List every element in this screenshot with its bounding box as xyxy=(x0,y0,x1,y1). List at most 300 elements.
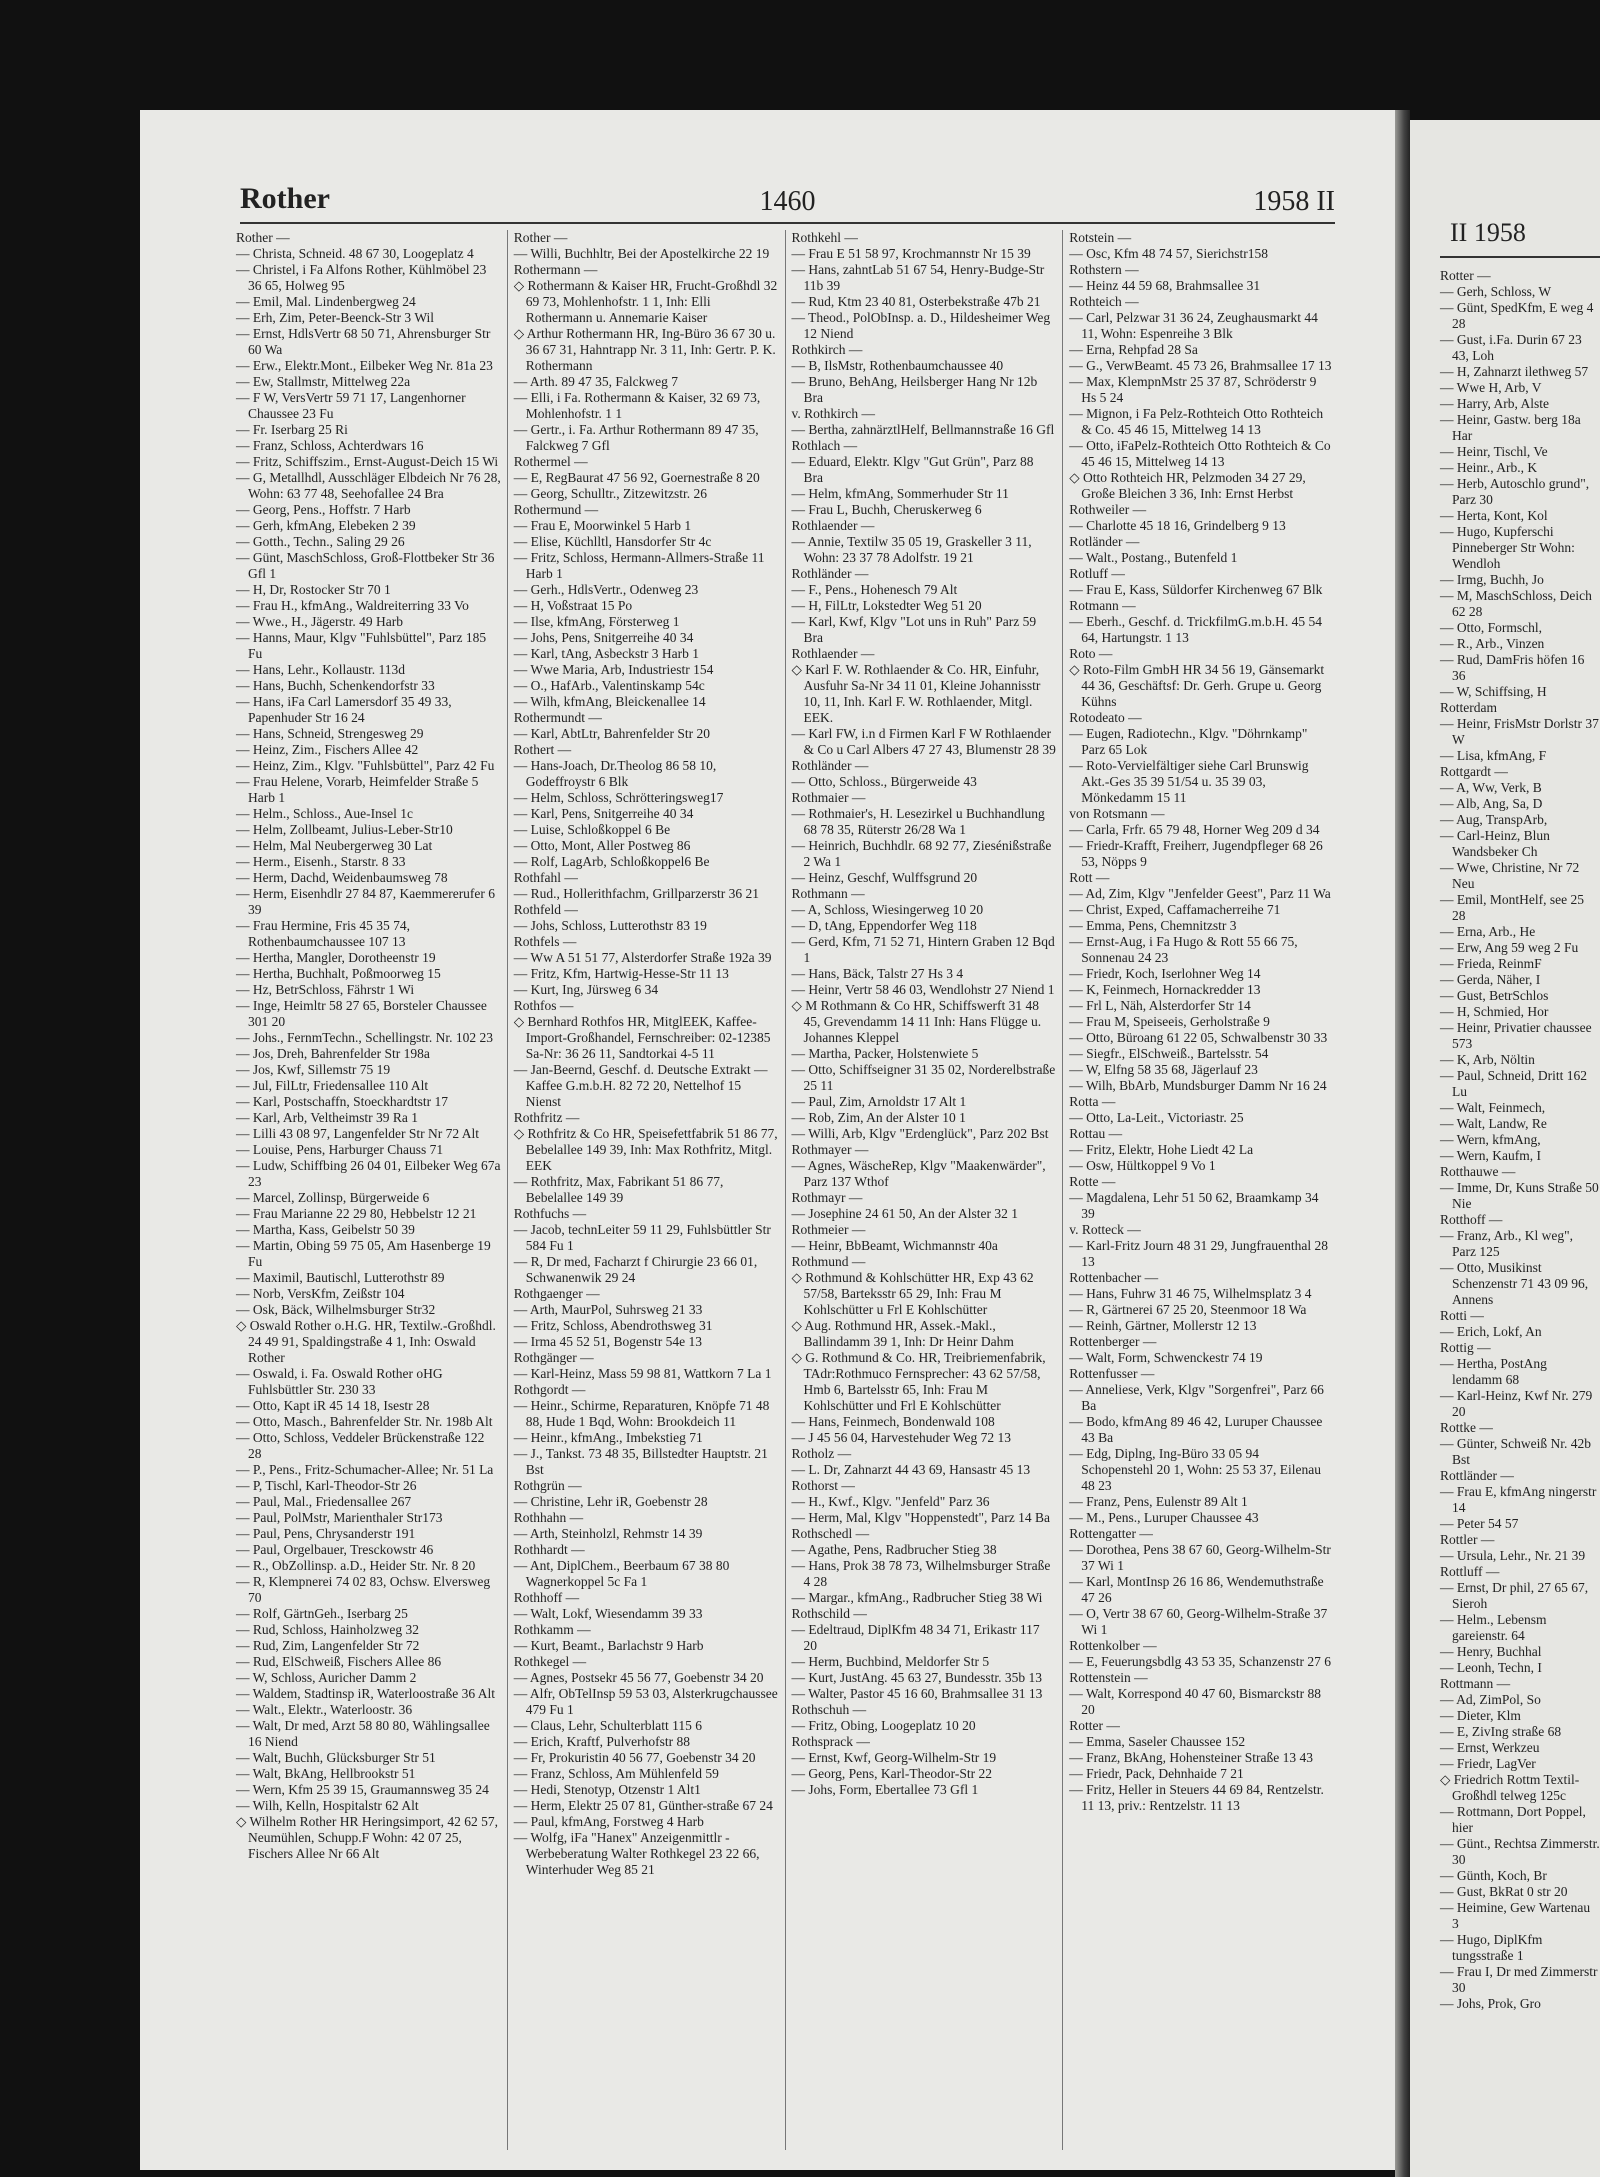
column-head: Rother — xyxy=(513,230,568,245)
directory-entry: — Kurt, Ing, Jürsweg 6 34 xyxy=(513,982,659,997)
directory-entry: Rothgänger — xyxy=(513,1350,594,1365)
directory-entry: — Edg, Diplng, Ing-Büro 33 05 94 Schopenstehl 20 1, Wohn: 25 53 37, Eilenau 48 23 xyxy=(1069,1446,1322,1493)
directory-entry: — Hans, iFa Carl Lamersdorf 35 49 33, Papenhuder Str 16 24 xyxy=(236,694,452,725)
directory-entry: Rotter — xyxy=(1069,1718,1120,1733)
header-rule xyxy=(240,222,1335,224)
directory-entry: — Karl, AbtLtr, Bahrenfelder Str 20 xyxy=(513,726,711,741)
directory-entry: — Rottmann, Dort Poppel, hier xyxy=(1440,1804,1586,1835)
directory-entry: — M, MaschSchloss, Deich 62 28 xyxy=(1440,588,1592,619)
directory-entry: — Paul, kfmAng, Forstweg 4 Harb xyxy=(513,1814,704,1829)
directory-entry: — Jos, Dreh, Bahrenfelder Str 198a xyxy=(236,1046,430,1061)
directory-entry: — Rob, Zim, An der Alster 10 1 xyxy=(791,1110,966,1125)
directory-entry: Rothschuh — xyxy=(791,1702,867,1717)
directory-entry: — Georg, Pens., Hoffstr. 7 Harb xyxy=(236,502,411,517)
directory-entry: — Hans-Joach, Dr.Theolog 86 58 10, Godeffroystr 6 Blk xyxy=(513,758,717,789)
directory-entry: — Günt, MaschSchloss, Groß-Flottbeker Str 36 Gfl 1 xyxy=(236,550,495,581)
directory-entry: — L. Dr, Zahnarzt 44 43 69, Hansastr 45 13 xyxy=(791,1462,1031,1477)
directory-entry: — Imme, Dr, Kuns Straße 50 Nie xyxy=(1440,1180,1599,1211)
directory-entry: — Johs, Prok, Gro xyxy=(1440,1996,1541,2011)
directory-entry: Rotluff — xyxy=(1069,566,1125,581)
directory-entry: — Eugen, Radiotechn., Klgv. "Döhrnkamp" Parz 65 Lok xyxy=(1069,726,1308,757)
directory-entry: — Eduard, Elektr. Klgv "Gut Grün", Parz 88 Bra xyxy=(791,454,1034,485)
directory-entry: — Johs, Schloss, Lutterothstr 83 19 xyxy=(513,918,707,933)
directory-entry: — Heinr, Gastw. berg 18a Har xyxy=(1440,412,1581,443)
directory-entry: — Dieter, Klm xyxy=(1440,1708,1521,1723)
directory-entry: — Frau Marianne 22 29 80, Hebbelstr 12 21 xyxy=(236,1206,477,1221)
directory-entry: Rothkirch — xyxy=(791,342,863,357)
directory-entry: — Frau H., kfmAng., Waldreiterring 33 Vo xyxy=(236,598,469,613)
directory-entry: — O., HafArb., Valentinskamp 54c xyxy=(513,678,705,693)
directory-entry: Rotti — xyxy=(1440,1308,1484,1323)
directory-entry: Rothschedl — xyxy=(791,1526,870,1541)
directory-entry: — Erw, Ang 59 weg 2 Fu xyxy=(1440,940,1579,955)
directory-entry: Rothländer — xyxy=(791,758,869,773)
directory-entry: Rothhoff — xyxy=(513,1590,580,1605)
directory-entry: Rothkegel — xyxy=(513,1654,587,1669)
directory-entry: — Heinr, BbBeamt, Wichmannstr 40a xyxy=(791,1238,998,1253)
directory-entry: — Eberh., Geschf. d. TrickfilmG.m.b.H. 45 54 64, Hartungstr. 1 13 xyxy=(1069,614,1322,645)
directory-entry: — Hedi, Stenotyp, Otzenstr 1 Alt1 xyxy=(513,1782,701,1797)
directory-entry: Rothgrün — xyxy=(513,1478,582,1493)
directory-entry: — Kurt, JustAng. 45 63 27, Bundesstr. 35b 13 xyxy=(791,1670,1043,1685)
directory-entry: — Gertr., i. Fa. Arthur Rothermann 89 47 35, Falckweg 7 Gfl xyxy=(513,422,759,453)
directory-entry: — Wolfg, iFa "Hanex" Anzeigenmittlr - Werbeberatung Walter Rothkegel 23 22 66, Winterhuder Weg 85 21 xyxy=(513,1830,760,1877)
directory-entry: — Jacob, technLeiter 59 11 29, Fuhlsbüttler Str 584 Fu 1 xyxy=(513,1222,771,1253)
directory-entry: — Helm, Mal Neubergerweg 30 Lat xyxy=(236,838,433,853)
directory-entry: — M., Pens., Luruper Chaussee 43 xyxy=(1069,1510,1259,1525)
directory-entry: — Walt, Buchh, Glücksburger Str 51 xyxy=(236,1750,436,1765)
directory-entry: Rothorst — xyxy=(791,1478,855,1493)
directory-entry: Rotholz — xyxy=(791,1446,852,1461)
directory-entry: — Otto, Mont, Aller Postweg 86 xyxy=(513,838,691,853)
directory-entry: — Osk, Bäck, Wilhelmsburger Str32 xyxy=(236,1302,436,1317)
directory-entry: — Hans, Feinmech, Bondenwald 108 xyxy=(791,1414,995,1429)
year-volume: 1958 II xyxy=(1253,186,1335,217)
directory-entry: — Arth. 89 47 35, Falckweg 7 xyxy=(513,374,678,389)
directory-entry: — K, Arb, Nöltin xyxy=(1440,1052,1535,1067)
directory-entry: — Jan-Beernd, Geschf. d. Deutsche Extrakt — Kaffee G.m.b.H. 82 72 20, Nettelhof 15 Nienst xyxy=(513,1062,768,1109)
column-3 xyxy=(786,230,1064,2150)
directory-entry: — Hans, Schneid, Strengesweg 29 xyxy=(236,726,424,741)
directory-entry: — Hugo, Kupferschi Pinneberger Str Wohn: Wendloh xyxy=(1440,524,1575,571)
directory-entry: — Edeltraud, DiplKfm 48 34 71, Erikastr 117 20 xyxy=(791,1622,1040,1653)
directory-entry: — Alfr, ObTelInsp 59 53 03, Alsterkrugchaussee 479 Fu 1 xyxy=(513,1686,778,1717)
directory-entry: Rothgordt — xyxy=(513,1382,586,1397)
directory-entry: Rothert — xyxy=(513,742,572,757)
page-header xyxy=(240,182,1335,222)
directory-entry: Rothfels — xyxy=(513,934,577,949)
directory-entry: ◇ Arthur Rothermann HR, Ing-Büro 36 67 30 u. 36 67 31, Hahntrapp Nr. 3 11, Inh: Gertr. P. K. Rothermann xyxy=(513,326,776,373)
running-name: Rother xyxy=(240,182,330,215)
directory-entry: — Ursula, Lehr., Nr. 21 39 xyxy=(1440,1548,1586,1563)
directory-entry: — Emil, MontHelf, see 25 28 xyxy=(1440,892,1584,923)
directory-entry: — Erna, Arb., He xyxy=(1440,924,1536,939)
directory-entry: Rotter — xyxy=(1440,268,1491,283)
directory-entry: — P., Pens., Fritz-Schumacher-Allee; Nr. 51 La xyxy=(236,1462,494,1477)
directory-entry: — Waldem, Stadtinsp iR, Waterloostraße 36 Alt xyxy=(236,1686,496,1701)
directory-entry: — Irmg, Buchh, Jo xyxy=(1440,572,1544,587)
directory-entry: — Dorothea, Pens 38 67 60, Georg-Wilhelm-Str 37 Wi 1 xyxy=(1069,1542,1331,1573)
directory-entry: — Heinrich, Buchhdlr. 68 92 77, Ziesénißstraße 2 Wa 1 xyxy=(791,838,1052,869)
directory-entry: — Gust, BetrSchlos xyxy=(1440,988,1549,1003)
directory-entry: — Erna, Rehpfad 28 Sa xyxy=(1069,342,1198,357)
directory-entry: — Ludw, Schiffbing 26 04 01, Eilbeker Weg 67a 23 xyxy=(236,1158,501,1189)
directory-entry: — Karl-Heinz, Mass 59 98 81, Wattkorn 7 La 1 xyxy=(513,1366,772,1381)
directory-entry: Rottluff — xyxy=(1440,1564,1500,1579)
directory-entry: — Herb, Autoschlo grund", Parz 30 xyxy=(1440,476,1590,507)
directory-entry: — Hans, zahntLab 51 67 54, Henry-Budge-Str 11b 39 xyxy=(791,262,1045,293)
directory-entry: — Gerh, Schloss, W xyxy=(1440,284,1552,299)
directory-entry: — Fritz, Schloss, Abendrothsweg 31 xyxy=(513,1318,713,1333)
directory-entry: — W, Schiffsing, H xyxy=(1440,684,1547,699)
directory-entry: — Max, KlempnMstr 25 37 87, Schröderstr 9 Hs 5 24 xyxy=(1069,374,1317,405)
directory-entry: — Wilh, kfmAng, Bleickenallee 14 xyxy=(513,694,706,709)
directory-entry: — R., ObZollinsp. a.D., Heider Str. Nr. 8 20 xyxy=(236,1558,476,1573)
directory-entry: — E, Feuerungsbdlg 43 53 35, Schanzenstr 27 6 xyxy=(1069,1654,1331,1669)
directory-entry: Rothermundt — xyxy=(513,710,602,725)
directory-entry: — Otto, Kapt iR 45 14 18, Isestr 28 xyxy=(236,1398,430,1413)
directory-entry: — Erw., Elektr.Mont., Eilbeker Weg Nr. 81a 23 xyxy=(236,358,493,373)
column-2 xyxy=(508,230,786,2150)
directory-entry: Rothschild — xyxy=(791,1606,867,1621)
directory-entry: — Rud, DamFris höfen 16 36 xyxy=(1440,652,1585,683)
directory-entry: — B, IlsMstr, Rothenbaumchaussee 40 xyxy=(791,358,1004,373)
directory-entry: — Paul, Zim, Arnoldstr 17 Alt 1 xyxy=(791,1094,967,1109)
directory-entry: — Carl, Pelzwar 31 36 24, Zeughausmarkt 44 11, Wohn: Espenreihe 3 Blk xyxy=(1069,310,1318,341)
directory-entry: — Franz, Pens, Eulenstr 89 Alt 1 xyxy=(1069,1494,1248,1509)
directory-entry: ◇ Wilhelm Rother HR Heringsimport, 42 62 57, Neumühlen, Schupp.F Wohn: 42 07 25, Fischers Allee Nr 66 Alt xyxy=(236,1814,498,1861)
directory-entry: — J., Tankst. 73 48 35, Billstedter Hauptstr. 21 Bst xyxy=(513,1446,768,1477)
directory-entry: ◇ Roto-Film GmbH HR 34 56 19, Gänsemarkt 44 36, Geschäftsf: Dr. Gerh. Grupe u. Georg Kühns xyxy=(1069,662,1325,709)
directory-entry: — Walt, Landw, Re xyxy=(1440,1116,1547,1131)
directory-entry: — Elise, Küchlltl, Hansdorfer Str 4c xyxy=(513,534,712,549)
directory-entry: Rottler — xyxy=(1440,1532,1495,1547)
directory-entry: — R, Gärtnerei 67 25 20, Steenmoor 18 Wa xyxy=(1069,1302,1307,1317)
directory-entry: — Fr. Iserbarg 25 Ri xyxy=(236,422,348,437)
directory-entry: Rothfuchs — xyxy=(513,1206,587,1221)
directory-entry: — Heinr, FrisMstr Dorlstr 37 W xyxy=(1440,716,1599,747)
directory-entry: ◇ M Rothmann & Co HR, Schiffswerft 31 48 45, Grevendamm 14 11 Inh: Hans Flügge u. Johannes Kleppel xyxy=(791,998,1042,1045)
directory-entry: — Emma, Saseler Chaussee 152 xyxy=(1069,1734,1246,1749)
directory-entry: — Helm., Schloss., Aue-Insel 1c xyxy=(236,806,413,821)
directory-entry: — Erich, Kraftf, Pulverhofstr 88 xyxy=(513,1734,690,1749)
directory-entry: — Hertha, PostAng lendamm 68 xyxy=(1440,1356,1547,1387)
directory-entry: — Frau E, kfmAng ningerstr 14 xyxy=(1440,1484,1597,1515)
directory-entry: — Hugo, DiplKfm tungsstraße 1 xyxy=(1440,1932,1543,1963)
directory-entry: — G., VerwBeamt. 45 73 26, Brahmsallee 17 13 xyxy=(1069,358,1332,373)
directory-entry: — Otto, La-Leit., Victoriastr. 25 xyxy=(1069,1110,1244,1125)
directory-entry: — W, Schloss, Auricher Damm 2 xyxy=(236,1670,417,1685)
directory-entry: — O, Vertr 38 67 60, Georg-Wilhelm-Straße 37 Wi 1 xyxy=(1069,1606,1328,1637)
directory-entry: — A, Schloss, Wiesingerweg 10 20 xyxy=(791,902,984,917)
directory-entry: — Ad, Zim, Klgv "Jenfelder Geest", Parz 11 Wa xyxy=(1069,886,1331,901)
page-number: 1460 xyxy=(759,186,816,217)
directory-entry: — Heinz, Geschf, Wulffsgrund 20 xyxy=(791,870,978,885)
directory-entry: Rothlaender — xyxy=(791,518,875,533)
directory-entry: — R., Arb., Vinzen xyxy=(1440,636,1545,651)
directory-entry: ◇ Rothmund & Kohlschütter HR, Exp 43 62 57/58, Barteksstr 65 29, Inh: Frau M Kohlschütter u Frl E Kohlschütter xyxy=(791,1270,1034,1317)
directory-entry: ◇ Oswald Rother o.H.G. HR, Textilw.-Großhdl. 24 49 91, Spaldingstraße 4 1, Inh: Oswald Rother xyxy=(236,1318,496,1365)
directory-entry: — Louise, Pens, Harburger Chauss 71 xyxy=(236,1142,444,1157)
directory-entry: — Otto, Formschl, xyxy=(1440,620,1543,635)
directory-entry: Rothermund — xyxy=(513,502,599,517)
directory-entry: — H, Schmied, Hor xyxy=(1440,1004,1549,1019)
directory-entry: — Gerda, Näher, I xyxy=(1440,972,1541,987)
next-page-fragment xyxy=(1410,120,1600,2177)
column-1 xyxy=(230,230,508,2150)
directory-entry: — Irma 45 52 51, Bogenstr 54e 13 xyxy=(513,1334,702,1349)
directory-entry: Rottgardt — xyxy=(1440,764,1508,779)
directory-entry: — Karl-Fritz Journ 48 31 29, Jungfrauenthal 28 13 xyxy=(1069,1238,1328,1269)
directory-entry: — Arth, MaurPol, Suhrsweg 21 33 xyxy=(513,1302,703,1317)
directory-entry: — Frau E 51 58 97, Krochmannstr Nr 15 39 xyxy=(791,246,1031,261)
directory-entry: — Karl, Pens, Snitgerreihe 40 34 xyxy=(513,806,694,821)
directory-entry: — Anneliese, Verk, Klgv "Sorgenfrei", Parz 66 Ba xyxy=(1069,1382,1324,1413)
directory-entry: — Frau L, Buchh, Cheruskerweg 6 xyxy=(791,502,982,517)
directory-entry: Rotthauwe — xyxy=(1440,1164,1516,1179)
directory-entry: — Rolf, GärtnGeh., Iserbarg 25 xyxy=(236,1606,408,1621)
directory-entry: Rottländer — xyxy=(1440,1468,1514,1483)
directory-entry: — Rothfritz, Max, Fabrikant 51 86 77, Bebelallee 149 39 xyxy=(513,1174,724,1205)
directory-entry: — Walt, Feinmech, xyxy=(1440,1100,1546,1115)
directory-entry: — Otto, Schloss., Bürgerweide 43 xyxy=(791,774,977,789)
directory-entry: — Claus, Lehr, Schulterblatt 115 6 xyxy=(513,1718,703,1733)
directory-entry: Rothmaier — xyxy=(791,790,866,805)
directory-entry: Rottenkolber — xyxy=(1069,1638,1157,1653)
directory-entry: von Rotsmann — xyxy=(1069,806,1165,821)
directory-entry: Rott — xyxy=(1069,870,1110,885)
directory-entry: — Charlotte 45 18 16, Grindelberg 9 13 xyxy=(1069,518,1286,533)
book-gutter xyxy=(1395,110,1410,2177)
directory-entry: Rothmayer — xyxy=(791,1142,869,1157)
directory-entry: — Wwe, Christine, Nr 72 Neu xyxy=(1440,860,1580,891)
directory-entry: — Siegfr., ElSchweiß., Bartelsstr. 54 xyxy=(1069,1046,1269,1061)
directory-entry: — K, Feinmech, Hornackredder 13 xyxy=(1069,982,1261,997)
columns xyxy=(230,230,1340,2150)
next-page-column xyxy=(1440,268,1600,2012)
directory-entry: — Agnes, WäscheRep, Klgv "Maakenwärder", Parz 137 Wthof xyxy=(791,1158,1046,1189)
directory-entry: — Wwe., H., Jägerstr. 49 Harb xyxy=(236,614,403,629)
column-head: Rotstein — xyxy=(1069,230,1132,245)
directory-entry: — R, Dr med, Facharzt f Chirurgie 23 66 01, Schwanenwik 29 24 xyxy=(513,1254,758,1285)
directory-entry: — Agnes, Postsekr 45 56 77, Goebenstr 34 20 xyxy=(513,1670,764,1685)
directory-entry: — Paul, Schneid, Dritt 162 Lu xyxy=(1440,1068,1587,1099)
directory-entry: — Ernst, Dr phil, 27 65 67, Sieroh xyxy=(1440,1580,1589,1611)
directory-entry: — Carl-Heinz, Blun Wandsbeker Ch xyxy=(1440,828,1550,859)
directory-entry: — Oswald, i. Fa. Oswald Rother oHG Fuhlsbüttler Str. 230 33 xyxy=(236,1366,443,1397)
directory-entry: — Herm, Buchbind, Meldorfer Str 5 xyxy=(791,1654,990,1669)
directory-entry: — R, Klempnerei 74 02 83, Ochsw. Elversweg 70 xyxy=(236,1574,491,1605)
directory-entry: — Hans, Prok 38 78 73, Wilhelmsburger Straße 4 28 xyxy=(791,1558,1051,1589)
directory-entry: — Paul, Orgelbauer, Tresckowstr 46 xyxy=(236,1542,434,1557)
directory-entry: — Fritz, Elektr, Hohe Liedt 42 La xyxy=(1069,1142,1254,1157)
directory-entry: — Heinz 44 59 68, Brahmsallee 31 xyxy=(1069,278,1261,293)
directory-entry: — Otto, Schloss, Veddeler Brückenstraße 122 28 xyxy=(236,1430,485,1461)
directory-entry: — H., Kwf., Klgv. "Jenfeld" Parz 36 xyxy=(791,1494,990,1509)
directory-entry: — Christ, Exped, Caffamacherreihe 71 xyxy=(1069,902,1281,917)
directory-entry: — Frau Helene, Vorarb, Heimfelder Straße 5 Harb 1 xyxy=(236,774,479,805)
next-page-header: II 1958 xyxy=(1450,218,1526,247)
directory-entry: — Franz, BkAng, Hohensteiner Straße 13 43 xyxy=(1069,1750,1313,1765)
directory-entry: — W, Elfng 58 35 68, Jägerlauf 23 xyxy=(1069,1062,1258,1077)
directory-entry: — Frau M, Speiseeis, Gerholstraße 9 xyxy=(1069,1014,1270,1029)
directory-entry: — D, tAng, Eppendorfer Weg 118 xyxy=(791,918,977,933)
directory-entry: — J 45 56 04, Harvestehuder Weg 72 13 xyxy=(791,1430,1012,1445)
directory-entry: — Leonh, Techn, I xyxy=(1440,1660,1542,1675)
directory-entry: — Heinr., kfmAng., Imbekstieg 71 xyxy=(513,1430,703,1445)
directory-entry: — Gerh., HdlsVertr., Odenweg 23 xyxy=(513,582,699,597)
directory-entry: — Franz, Schloss, Am Mühlenfeld 59 xyxy=(513,1766,719,1781)
directory-entry: — Hans, Lehr., Kollaustr. 113d xyxy=(236,662,405,677)
directory-entry: Rotmann — xyxy=(1069,598,1136,613)
directory-entry: — Peter 54 57 xyxy=(1440,1516,1519,1531)
directory-entry: — Alb, Ang, Sa, D xyxy=(1440,796,1543,811)
directory-entry: — Frau E, Kass, Süldorfer Kirchenweg 67 Blk xyxy=(1069,582,1323,597)
directory-entry: — Fritz, Obing, Loogeplatz 10 20 xyxy=(791,1718,976,1733)
directory-entry: — Bruno, BehAng, Heilsberger Hang Nr 12b Bra xyxy=(791,374,1038,405)
directory-entry: — Martha, Packer, Holstenwiete 5 xyxy=(791,1046,979,1061)
directory-entry: Roto — xyxy=(1069,646,1113,661)
directory-entry: — Friedr-Krafft, Freiherr, Jugendpfleger 68 26 53, Nöpps 9 xyxy=(1069,838,1323,869)
directory-entry: — Gust, i.Fa. Durin 67 23 43, Loh xyxy=(1440,332,1582,363)
directory-entry: — Friedr, LagVer xyxy=(1440,1756,1536,1771)
directory-entry: — Karl-Heinz, Kwf Nr. 279 20 xyxy=(1440,1388,1593,1419)
directory-entry: Rottau — xyxy=(1069,1126,1123,1141)
directory-entry: — Gerd, Kfm, 71 52 71, Hintern Graben 12 Bqd 1 xyxy=(791,934,1055,965)
directory-entry: Rotte — xyxy=(1069,1174,1116,1189)
directory-entry: — Frieda, ReinmF xyxy=(1440,956,1542,971)
directory-entry: — Ant, DiplChem., Beerbaum 67 38 80 Wagnerkoppel 5c Fa 1 xyxy=(513,1558,730,1589)
next-page-rule xyxy=(1440,256,1600,258)
directory-entry: — Helm, Zollbeamt, Julius-Leber-Str10 xyxy=(236,822,453,837)
directory-entry: — Theod., PolObInsp. a. D., Hildesheimer Weg 12 Niend xyxy=(791,310,1051,341)
directory-entry: Rottmann — xyxy=(1440,1676,1511,1691)
directory-entry: — F., Pens., Hohenesch 79 Alt xyxy=(791,582,958,597)
column-entries xyxy=(792,246,1057,1798)
directory-entry: ◇ Bernhard Rothfos HR, MitglEEK, Kaffee-Import-Großhandel, Fernschreiber: 02-12385 Sa-Nr: 36 26 11, Sandtorkai 4-5 11 xyxy=(513,1014,771,1061)
directory-entry: — Ew, Stallmstr, Mittelweg 22a xyxy=(236,374,411,389)
directory-entry: — Ernst, Kwf, Georg-Wilhelm-Str 19 xyxy=(791,1750,997,1765)
directory-entry: Rotterdam xyxy=(1440,700,1497,715)
directory-entry: — Karl, MontInsp 26 16 86, Wendemuthstraße 47 26 xyxy=(1069,1574,1324,1605)
directory-entry: — Fr, Prokuristin 40 56 77, Goebenstr 34 20 xyxy=(513,1750,756,1765)
column-entries xyxy=(1069,246,1334,1814)
directory-entry: Rothermel — xyxy=(513,454,588,469)
directory-entry: — Heinr., Schirme, Reparaturen, Knöpfe 71 48 88, Hude 1 Bqd, Wohn: Brookdeich 11 xyxy=(513,1398,770,1429)
directory-entry: — Lisa, kfmAng, F xyxy=(1440,748,1547,763)
directory-entry: — Josephine 24 61 50, An der Alster 32 1 xyxy=(791,1206,1018,1221)
directory-entry: Rothweiler — xyxy=(1069,502,1147,517)
directory-entry: — Herm, Eisenhdlr 27 84 87, Kaemmererufer 6 39 xyxy=(236,886,496,917)
directory-entry: — Georg, Pens, Karl-Theodor-Str 22 xyxy=(791,1766,992,1781)
directory-entry: Rothmann — xyxy=(791,886,865,901)
directory-entry: ◇ Rothermann & Kaiser HR, Frucht-Großhdl 32 69 73, Mohlenhofstr. 1 1, Inh: Elli Rothermann u. Annemarie Kaiser xyxy=(513,278,778,325)
directory-entry: — Heinr, Tischl, Ve xyxy=(1440,444,1548,459)
column-4 xyxy=(1063,230,1340,2150)
directory-entry: — Hans, Buchh, Schenkendorfstr 33 xyxy=(236,678,435,693)
directory-entry: — Rolf, LagArb, Schloßkoppel6 Be xyxy=(513,854,710,869)
directory-entry: — Otto, Bürоang 61 22 05, Schwalbenstr 30 33 xyxy=(1069,1030,1328,1045)
directory-entry: — Osc, Kfm 48 74 57, Sierichstr158 xyxy=(1069,246,1268,261)
directory-entry: — Wern, Kaufm, I xyxy=(1440,1148,1542,1163)
directory-entry: Rothgaenger — xyxy=(513,1286,600,1301)
directory-entry: — H, FilLtr, Lokstedter Weg 51 20 xyxy=(791,598,982,613)
directory-entry: — Günter, Schweiß Nr. 42b Bst xyxy=(1440,1436,1591,1467)
directory-entry: Rottig — xyxy=(1440,1340,1491,1355)
directory-entry: — Frl L, Näh, Alsterdorfer Str 14 xyxy=(1069,998,1251,1013)
directory-entry: — Georg, Schulltr., Zitzewitzstr. 26 xyxy=(513,486,707,501)
directory-entry: — Rothmaier's, H. Lesezirkel u Buchhandlung 68 78 35, Rüterstr 26/28 Wa 1 xyxy=(791,806,1045,837)
directory-entry: — H, Zahnarzt ilethweg 57 xyxy=(1440,364,1589,379)
column-head: Rother — xyxy=(236,230,290,245)
directory-entry: — Johs, Form, Ebertallee 73 Gfl 1 xyxy=(791,1782,979,1797)
directory-entry: — Marcel, Zollinsp, Bürgerweide 6 xyxy=(236,1190,430,1205)
column-entries xyxy=(236,246,501,1862)
directory-entry: — Christel, i Fa Alfons Rother, Kühlmöbel 23 36 65, Holweg 95 xyxy=(236,262,487,293)
directory-entry: ◇ Aug. Rothmund HR, Assek.-Makl., Ballindamm 39 1, Inh: Dr Heinr Dahm xyxy=(791,1318,1014,1349)
directory-entry: — Walter, Pastor 45 16 60, Brahmsallee 31 13 xyxy=(791,1686,1043,1701)
directory-entry: Rothhardt — xyxy=(513,1542,585,1557)
directory-entry: — Günt., Rechtsa Zimmerstr. 30 xyxy=(1440,1836,1600,1867)
directory-entry: Rothmeier — xyxy=(791,1222,866,1237)
directory-entry: Rothfahl — xyxy=(513,870,578,885)
directory-entry: — Maximil, Bautischl, Lutterothstr 89 xyxy=(236,1270,445,1285)
directory-entry: — Martin, Obing 59 75 05, Am Hasenberge 19 Fu xyxy=(236,1238,491,1269)
directory-entry: — Agathe, Pens, Radbrucher Stieg 38 xyxy=(791,1542,997,1557)
directory-entry: — Ww A 51 51 77, Alsterdorfer Straße 192a 39 xyxy=(513,950,772,965)
directory-entry: — Kurt, Beamt., Barlachstr 9 Harb xyxy=(513,1638,704,1653)
directory-entry: — Karl, Arb, Veltheimstr 39 Ra 1 xyxy=(236,1110,418,1125)
directory-entry: — Rud., Hollerithfachm, Grillparzerstr 36 21 xyxy=(513,886,759,901)
directory-entry: — Wilh, Kelln, Hospitalstr 62 Alt xyxy=(236,1798,419,1813)
directory-entry: — Rud, Zim, Langenfelder Str 72 xyxy=(236,1638,420,1653)
directory-entry: Rotthoff — xyxy=(1440,1212,1503,1227)
directory-entry: ◇ Otto Rothteich HR, Pelzmoden 34 27 29, Große Bleichen 3 36, Inh: Ernst Herbst xyxy=(1069,470,1306,501)
directory-entry: — Ilse, kfmAng, Försterweg 1 xyxy=(513,614,680,629)
directory-entry: ◇ Rothfritz & Co HR, Speisefettfabrik 51 86 77, Bebelallee 149 39, Inh: Max Rothfritz, Mitgl. EEK xyxy=(513,1126,778,1173)
directory-entry: v. Rothkirch — xyxy=(791,406,875,421)
directory-entry: — Herm, Elektr 25 07 81, Günther-straße 67 24 xyxy=(513,1798,773,1813)
directory-entry: — Walt., Postang., Butenfeld 1 xyxy=(1069,550,1238,565)
directory-entry: — Fritz, Schiffszim., Ernst-August-Deich 15 Wi xyxy=(236,454,499,469)
directory-entry: — Johs, Pens, Snitgerreihe 40 34 xyxy=(513,630,694,645)
directory-entry: Rottke — xyxy=(1440,1420,1493,1435)
directory-entry: — Magdalena, Lehr 51 50 62, Braamkamp 34 39 xyxy=(1069,1190,1319,1221)
directory-entry: — Karl, Kwf, Klgv "Lot uns in Ruh" Parz 59 Bra xyxy=(791,614,1037,645)
directory-entry: — Paul, PolMstr, Marienthaler Str173 xyxy=(236,1510,443,1525)
directory-entry: — Frau E, Moorwinkel 5 Harb 1 xyxy=(513,518,692,533)
column-entries xyxy=(514,246,779,1878)
directory-entry: — Helm, kfmAng, Sommerhuder Str 11 xyxy=(791,486,1009,501)
directory-entry: — Jos, Kwf, Sillemstr 75 19 xyxy=(236,1062,391,1077)
directory-entry: — Heinr., Arb., K xyxy=(1440,460,1538,475)
directory-entry: ◇ G. Rothmund & Co. HR, Treibriemenfabrik, TAdr:Rothmuco Fernsprecher: 43 62 57/58, Hmb 6, Bartelsstr 65, Inh: Frau M Kohlschütter und Frl E Kohlschütter xyxy=(791,1350,1046,1413)
directory-entry: — Franz, Schloss, Achterdwars 16 xyxy=(236,438,424,453)
directory-entry: — Hans, Bäck, Talstr 27 Hs 3 4 xyxy=(791,966,964,981)
directory-entry: ◇ Karl F. W. Rothlaender & Co. HR, Einfuhr, Ausfuhr Sa-Nr 34 11 01, Kleine Johannisstr 10, 11, Inh. Karl F. W. Rothlaender, Mitgl. EEK. xyxy=(791,662,1041,725)
directory-entry: — Fritz, Heller in Steuers 44 69 84, Rentzelstr. 11 13, priv.: Rentzelstr. 11 13 xyxy=(1069,1782,1324,1813)
directory-entry: — Ernst-Aug, i Fa Hugo & Rott 55 66 75, Sonnenau 24 23 xyxy=(1069,934,1298,965)
directory-entry: — Ernst, HdlsVertr 68 50 71, Ahrensburger Str 60 Wa xyxy=(236,326,491,357)
directory-entry: — Herm., Eisenh., Starstr. 8 33 xyxy=(236,854,406,869)
directory-entry: — Wern, Kfm 25 39 15, Graumannsweg 35 24 xyxy=(236,1782,489,1797)
directory-entry: — Christa, Schneid. 48 67 30, Loogeplatz 4 xyxy=(236,246,474,261)
directory-entry: — Bertha, zahnärztlHelf, Bellmannstraße 16 Gfl xyxy=(791,422,1055,437)
directory-entry: — Willi, Buchhltr, Bei der Apostelkirche 22 19 xyxy=(513,246,770,261)
directory-entry: — Günth, Koch, Br xyxy=(1440,1868,1547,1883)
directory-entry: — Heinr, Privatier chaussee 573 xyxy=(1440,1020,1592,1051)
directory-entry: — Fritz, Kfm, Hartwig-Hesse-Str 11 13 xyxy=(513,966,729,981)
